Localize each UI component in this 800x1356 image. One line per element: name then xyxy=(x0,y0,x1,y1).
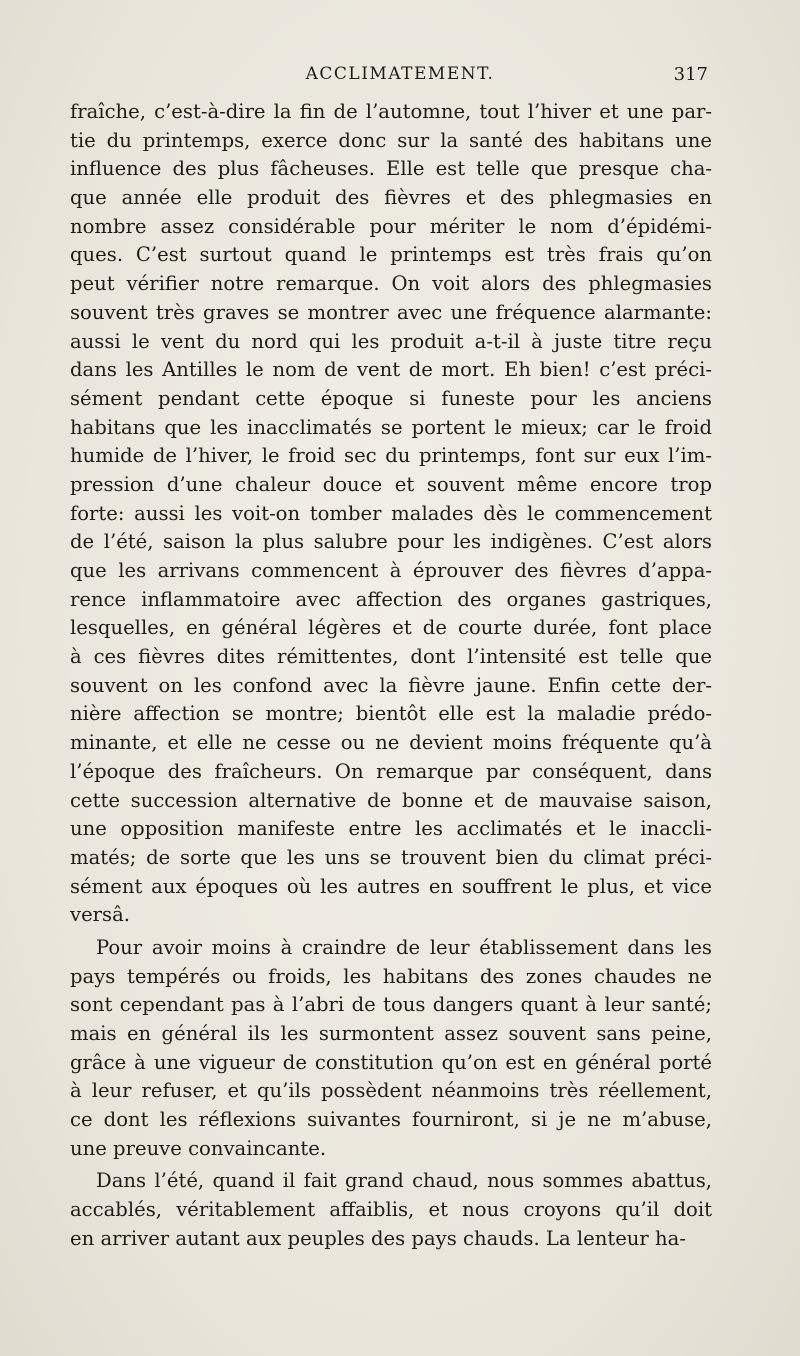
text-line: matés; de sorte que les uns se trouvent bien du climat préci- xyxy=(70,845,712,869)
text-line: que année elle produit des fièvres et des phlegmasies en xyxy=(70,186,712,210)
text-line: à leur refuser, et qu’ils possèdent néanmoins très réellement, xyxy=(70,1079,712,1103)
text-line: l’époque des fraîcheurs. On remarque par conséquent, dans xyxy=(70,759,712,783)
running-head: ACCLIMATEMENT. xyxy=(305,64,495,84)
text-line: Dans l’été, quand il fait grand chaud, nous sommes abattus, xyxy=(96,1169,712,1193)
text-line: ce dont les réflexions suivantes fourniront, si je ne m’abuse, xyxy=(70,1108,712,1132)
text-line: sément pendant cette époque si funeste pour les anciens xyxy=(70,386,712,410)
page-header xyxy=(0,62,800,92)
text-line: mais en général ils les surmontent assez souvent sans peine, xyxy=(70,1022,712,1045)
text-line: que les arrivans commencent à éprouver des fièvres d’appa- xyxy=(70,559,712,582)
text-line: Pour avoir moins à craindre de leur établissement dans les xyxy=(96,935,712,959)
text-line: peut vérifier notre remarque. On voit alors des phlegmasies xyxy=(70,272,712,296)
text-line: ques. C’est surtout quand le printemps est très frais qu’on xyxy=(70,243,712,267)
text-line: versâ. xyxy=(70,903,130,927)
text-line: forte: aussi les voit-on tomber malades dès le commencement xyxy=(70,501,712,525)
text-line: rence inflammatoire avec affection des organes gastriques, xyxy=(70,587,712,611)
text-line: influence des plus fâcheuses. Elle est telle que presque cha- xyxy=(70,157,712,181)
text-line: grâce à une vigueur de constitution qu’on est en général porté xyxy=(70,1050,712,1074)
text-line: à ces fièvres dites rémittentes, dont l’intensité est telle que xyxy=(70,645,712,669)
text-line: sont cependant pas à l’abri de tous dangers quant à leur santé; xyxy=(70,993,712,1017)
text-line: fraîche, c’est-à-dire la fin de l’automne, tout l’hiver et une par- xyxy=(70,100,712,123)
text-line: pression d’une chaleur douce et souvent même encore trop xyxy=(70,472,712,496)
text-line: accablés, véritablement affaiblis, et nous croyons qu’il doit xyxy=(70,1198,712,1222)
text-line: minante, et elle ne cesse ou ne devient moins fréquente qu’à xyxy=(70,731,712,755)
text-line: une preuve convaincante. xyxy=(70,1136,327,1160)
text-line: souvent très graves se montrer avec une fréquence alarmante: xyxy=(70,300,712,324)
text-line: souvent on les confond avec la fièvre jaune. Enfin cette der- xyxy=(70,673,712,697)
text-line: nière affection se montre; bientôt elle est la maladie prédo- xyxy=(70,702,712,726)
text-line: sément aux époques où les autres en souffrent le plus, et vice xyxy=(70,874,712,898)
text-line: pays tempérés ou froids, les habitans des zones chaudes ne xyxy=(70,964,712,988)
text-line: lesquelles, en général légères et de courte durée, font place xyxy=(70,616,712,640)
body-text xyxy=(70,98,712,1254)
text-line: tie du printemps, exerce donc sur la santé des habitans une xyxy=(70,128,712,152)
text-line: dans les Antilles le nom de vent de mort. Eh bien! c’est préci- xyxy=(70,358,712,382)
page-number: 317 xyxy=(673,64,708,85)
text-line: habitans que les inacclimatés se portent le mieux; car le froid xyxy=(70,415,712,439)
text-line: cette succession alternative de bonne et de mauvaise saison, xyxy=(70,788,712,812)
text-line: humide de l’hiver, le froid sec du printemps, font sur eux l’im- xyxy=(70,444,712,468)
text-line: aussi le vent du nord qui les produit a-t-il à juste titre reçu xyxy=(70,329,712,353)
text-line: en arriver autant aux peuples des pays chauds. La lenteur ha- xyxy=(70,1226,686,1250)
text-line: une opposition manifeste entre les acclimatés et le inaccli- xyxy=(70,817,712,841)
text-line: de l’été, saison la plus salubre pour les indigènes. C’est alors xyxy=(70,530,712,554)
text-line: nombre assez considérable pour mériter le nom d’épidémi- xyxy=(70,214,712,238)
